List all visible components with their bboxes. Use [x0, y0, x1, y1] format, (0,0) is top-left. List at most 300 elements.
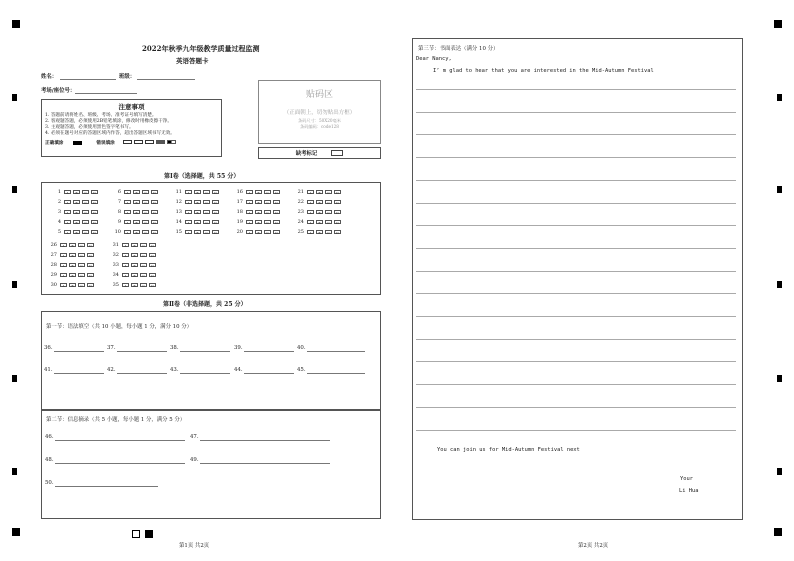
- mc-question-row: [112, 241, 156, 249]
- mc-option-bubble[interactable]: B: [194, 230, 201, 234]
- mc-option-bubble[interactable]: A: [185, 230, 192, 234]
- absent-checkbox[interactable]: [331, 150, 343, 156]
- mc-option-bubble[interactable]: B: [194, 220, 201, 224]
- answer-label: 38.: [170, 345, 179, 351]
- mc-option-bubble[interactable]: D: [334, 210, 341, 214]
- mc-option-bubble[interactable]: A: [60, 253, 67, 257]
- mc-option-bubble[interactable]: B: [69, 253, 76, 257]
- writing-line[interactable]: [416, 407, 736, 408]
- mc-option-bubble[interactable]: D: [149, 283, 156, 287]
- barcode-encoding: 条码编码：code128: [300, 124, 339, 129]
- mc-option-bubble[interactable]: B: [133, 190, 140, 194]
- mc-option-bubble[interactable]: D: [87, 273, 94, 277]
- mc-option-bubble[interactable]: B: [69, 283, 76, 287]
- mc-option-bubble[interactable]: C: [78, 263, 85, 267]
- mc-option-bubble[interactable]: B: [131, 283, 138, 287]
- mc-option-bubble[interactable]: B: [131, 263, 138, 267]
- mc-question-row: [236, 198, 280, 206]
- mc-option-bubble[interactable]: B: [194, 210, 201, 214]
- mc-question-row: [50, 241, 94, 249]
- mc-option-bubble[interactable]: D: [87, 243, 94, 247]
- mc-question-number: 23: [297, 209, 304, 215]
- mc-option-bubble[interactable]: B: [133, 230, 140, 234]
- side-mark: [12, 94, 17, 101]
- mc-option-bubble[interactable]: A: [122, 273, 129, 277]
- side-mark: [777, 186, 782, 193]
- mc-option-bubble[interactable]: D: [91, 220, 98, 224]
- mc-option-bubble[interactable]: D: [273, 200, 280, 204]
- mc-option-bubble[interactable]: C: [142, 190, 149, 194]
- mc-option-bubble[interactable]: A: [185, 200, 192, 204]
- absent-mark-box: [258, 147, 381, 159]
- mc-option-bubble[interactable]: A: [122, 263, 129, 267]
- mc-question-number: 14: [175, 219, 182, 225]
- answer-line-48[interactable]: [55, 463, 185, 464]
- mc-option-bubble[interactable]: D: [151, 190, 158, 194]
- notes-title: 注意事项: [118, 103, 145, 111]
- writing-line[interactable]: [416, 316, 736, 317]
- mc-question-row: [114, 198, 158, 206]
- mc-option-bubble[interactable]: A: [307, 200, 314, 204]
- answer-label: 42.: [107, 367, 116, 373]
- mc-option-bubble[interactable]: B: [131, 273, 138, 277]
- mc-option-bubble[interactable]: D: [91, 230, 98, 234]
- mc-option-bubble[interactable]: A: [124, 220, 131, 224]
- mc-option-bubble[interactable]: B: [316, 190, 323, 194]
- answer-line[interactable]: [307, 373, 365, 374]
- answer-label: 44.: [234, 367, 243, 373]
- answer-label-46: 46.: [45, 434, 54, 440]
- mc-option-bubble[interactable]: A: [185, 210, 192, 214]
- mc-option-bubble[interactable]: B: [255, 210, 262, 214]
- mc-option-bubble[interactable]: C: [325, 220, 332, 224]
- mc-option-bubble[interactable]: B: [255, 220, 262, 224]
- mc-option-bubble[interactable]: A: [60, 273, 67, 277]
- mc-option-bubble[interactable]: D: [91, 210, 98, 214]
- answer-label-49: 49.: [190, 457, 199, 463]
- mc-question-row: [236, 208, 280, 216]
- mc-option-bubble[interactable]: A: [64, 220, 71, 224]
- mc-question-row: [114, 218, 158, 226]
- mc-option-bubble[interactable]: B: [316, 220, 323, 224]
- card-title: 英语答题卡: [176, 57, 209, 65]
- mc-option-bubble[interactable]: D: [91, 200, 98, 204]
- writing-line[interactable]: [416, 134, 736, 135]
- mc-option-bubble[interactable]: C: [140, 253, 147, 257]
- writing-line[interactable]: [416, 248, 736, 249]
- mc-question-number: 2: [57, 199, 61, 205]
- mc-option-bubble[interactable]: C: [264, 200, 271, 204]
- answer-label: 43.: [170, 367, 179, 373]
- mc-option-bubble[interactable]: A: [60, 283, 67, 287]
- mc-option-bubble[interactable]: A: [122, 253, 129, 257]
- writing-line[interactable]: [416, 293, 736, 294]
- answer-label: 36.: [44, 345, 53, 351]
- mc-option-bubble[interactable]: A: [246, 230, 253, 234]
- mc-option-bubble[interactable]: B: [133, 220, 140, 224]
- answer-line-46[interactable]: [55, 440, 185, 441]
- mc-question-row: [175, 188, 219, 196]
- mc-question-number: 25: [297, 229, 304, 235]
- wrong-fill-label: 错误填涂: [96, 141, 115, 146]
- answer-label-47: 47.: [190, 434, 199, 440]
- mc-question-number: 8: [117, 209, 121, 215]
- side-mark: [777, 94, 782, 101]
- mc-option-bubble[interactable]: C: [78, 243, 85, 247]
- mc-option-bubble[interactable]: C: [203, 200, 210, 204]
- mc-option-bubble[interactable]: C: [264, 220, 271, 224]
- mc-question-number: 13: [175, 209, 182, 215]
- mc-option-bubble[interactable]: B: [73, 210, 80, 214]
- mc-question-number: 19: [236, 219, 243, 225]
- mc-option-bubble[interactable]: A: [60, 263, 67, 267]
- answer-line[interactable]: [244, 373, 294, 374]
- class-label: 班级：: [119, 74, 136, 80]
- mc-option-bubble[interactable]: C: [142, 210, 149, 214]
- letter-greeting: Dear Nancy,: [416, 56, 452, 62]
- answer-label-48: 48.: [45, 457, 54, 463]
- writing-line[interactable]: [416, 339, 736, 340]
- writing-line[interactable]: [416, 271, 736, 272]
- side-mark: [777, 375, 782, 382]
- mc-question-row: [54, 188, 98, 196]
- mc-question-row: [112, 281, 156, 289]
- mc-question-row: [297, 188, 341, 196]
- mc-option-bubble[interactable]: B: [316, 210, 323, 214]
- mc-question-row: [236, 188, 280, 196]
- mc-option-bubble[interactable]: C: [140, 283, 147, 287]
- mc-option-bubble[interactable]: D: [273, 220, 280, 224]
- mc-question-number: 9: [117, 219, 121, 225]
- mc-option-bubble[interactable]: A: [307, 220, 314, 224]
- answer-line-47[interactable]: [200, 440, 330, 441]
- class-field[interactable]: [137, 79, 195, 80]
- mc-question-row: [236, 228, 280, 236]
- mc-question-row: [236, 218, 280, 226]
- mc-option-bubble[interactable]: A: [246, 190, 253, 194]
- mc-option-bubble[interactable]: B: [131, 243, 138, 247]
- mc-option-bubble[interactable]: A: [124, 230, 131, 234]
- name-field[interactable]: [60, 79, 116, 80]
- mc-option-bubble[interactable]: D: [151, 220, 158, 224]
- mc-question-number: 4: [57, 219, 61, 225]
- mc-option-bubble[interactable]: D: [273, 210, 280, 214]
- mc-option-bubble[interactable]: A: [246, 220, 253, 224]
- mc-option-bubble[interactable]: B: [133, 210, 140, 214]
- mc-option-bubble[interactable]: C: [82, 190, 89, 194]
- mc-option-bubble[interactable]: A: [64, 200, 71, 204]
- seat-field[interactable]: [75, 93, 137, 94]
- seat-label: 考场/座位号：: [41, 88, 76, 94]
- mc-question-row: [50, 281, 94, 289]
- mc-question-row: [297, 208, 341, 216]
- mc-question-number: 10: [114, 229, 121, 235]
- mc-question-number: 27: [50, 252, 57, 258]
- mc-option-bubble[interactable]: D: [151, 230, 158, 234]
- mc-option-bubble[interactable]: C: [203, 210, 210, 214]
- answer-line[interactable]: [54, 373, 104, 374]
- mc-question-row: [114, 228, 158, 236]
- notes-box: [41, 99, 222, 157]
- notes-item: 4. 必须在题号对应的答题区域内作答，超出答题区域书写无效。: [45, 131, 175, 136]
- mc-question-number: 31: [112, 242, 119, 248]
- part2-title: 第二节：信息摘录（共 5 小题，每小题 1 分，满分 5 分）: [46, 417, 186, 423]
- answer-line[interactable]: [117, 351, 167, 352]
- bottom-mark-hollow: [132, 530, 140, 538]
- answer-line-50[interactable]: [55, 486, 158, 487]
- mc-question-row: [50, 251, 94, 259]
- barcode-size: 条码尺寸：50X20毫米: [298, 118, 341, 123]
- mc-question-number: 34: [112, 272, 119, 278]
- writing-line[interactable]: [416, 430, 736, 431]
- answer-line[interactable]: [307, 351, 365, 352]
- mc-option-bubble[interactable]: D: [149, 273, 156, 277]
- mc-question-number: 21: [297, 189, 304, 195]
- mc-option-bubble[interactable]: A: [64, 210, 71, 214]
- mc-question-number: 3: [57, 209, 61, 215]
- letter-signoff-your: Your: [680, 476, 693, 482]
- mc-question-number: 20: [236, 229, 243, 235]
- answer-label: 40.: [297, 345, 306, 351]
- mc-question-number: 24: [297, 219, 304, 225]
- mc-question-row: [50, 261, 94, 269]
- mc-question-number: 35: [112, 282, 119, 288]
- mc-question-number: 26: [50, 242, 57, 248]
- mc-question-row: [175, 228, 219, 236]
- mc-question-number: 7: [117, 199, 121, 205]
- mc-option-bubble[interactable]: D: [151, 200, 158, 204]
- mc-question-row: [297, 228, 341, 236]
- mc-option-bubble[interactable]: D: [212, 230, 219, 234]
- mc-option-bubble[interactable]: A: [122, 243, 129, 247]
- barcode-area: [258, 80, 381, 144]
- mc-option-bubble[interactable]: B: [255, 190, 262, 194]
- mc-option-bubble[interactable]: D: [149, 263, 156, 267]
- mc-option-bubble[interactable]: B: [316, 230, 323, 234]
- wrong-fill-samples: [121, 140, 176, 146]
- mc-question-number: 15: [175, 229, 182, 235]
- page1-footer: 第1页 共2页: [179, 543, 210, 549]
- mc-option-bubble[interactable]: D: [87, 283, 94, 287]
- mc-option-bubble[interactable]: C: [325, 200, 332, 204]
- mc-option-bubble[interactable]: A: [124, 190, 131, 194]
- writing-line[interactable]: [416, 180, 736, 181]
- mc-question-row: [114, 188, 158, 196]
- mc-option-bubble[interactable]: C: [203, 230, 210, 234]
- answer-line[interactable]: [117, 373, 167, 374]
- mc-question-row: [54, 218, 98, 226]
- mc-question-row: [50, 271, 94, 279]
- mc-option-bubble[interactable]: A: [246, 210, 253, 214]
- mc-option-bubble[interactable]: C: [140, 263, 147, 267]
- mc-option-bubble[interactable]: C: [325, 230, 332, 234]
- mc-option-bubble[interactable]: A: [124, 210, 131, 214]
- answer-label: 45.: [297, 367, 306, 373]
- mc-question-row: [54, 228, 98, 236]
- answer-label: 41.: [44, 367, 53, 373]
- corner-mark-bl: [12, 528, 20, 536]
- mc-question-row: [297, 218, 341, 226]
- mc-option-bubble[interactable]: D: [212, 190, 219, 194]
- mc-option-bubble[interactable]: B: [69, 263, 76, 267]
- mc-option-bubble[interactable]: A: [307, 210, 314, 214]
- mc-option-bubble[interactable]: A: [124, 200, 131, 204]
- mc-question-row: [175, 218, 219, 226]
- mc-option-bubble[interactable]: D: [212, 210, 219, 214]
- mc-option-bubble[interactable]: C: [140, 243, 147, 247]
- answer-line[interactable]: [244, 351, 294, 352]
- letter-opening: I’ m glad to hear that you are interested in the Mid-Autumn Festival: [433, 68, 654, 74]
- letter-closing: You can join us for Mid-Autumn Festival next: [437, 447, 580, 453]
- name-label: 姓名：: [41, 74, 58, 80]
- mc-option-bubble[interactable]: B: [316, 200, 323, 204]
- absent-label: 缺考标记: [295, 151, 318, 157]
- mc-option-bubble[interactable]: D: [334, 190, 341, 194]
- mc-option-bubble[interactable]: C: [142, 230, 149, 234]
- writing-line[interactable]: [416, 112, 736, 113]
- answer-label: 39.: [234, 345, 243, 351]
- mc-option-bubble[interactable]: C: [264, 190, 271, 194]
- mc-question-number: 16: [236, 189, 243, 195]
- mc-question-number: 18: [236, 209, 243, 215]
- mc-option-bubble[interactable]: D: [334, 230, 341, 234]
- mc-question-number: 30: [50, 282, 57, 288]
- mc-option-bubble[interactable]: C: [203, 190, 210, 194]
- answer-line-49[interactable]: [200, 463, 330, 464]
- letter-signoff-name: Li Hua: [679, 488, 699, 494]
- mc-question-number: 1: [57, 189, 61, 195]
- side-mark: [12, 281, 17, 288]
- corner-mark-tr: [774, 20, 782, 28]
- part2-area: [41, 410, 381, 519]
- mc-option-bubble[interactable]: A: [246, 200, 253, 204]
- mc-question-row: [112, 271, 156, 279]
- mc-option-bubble[interactable]: D: [334, 220, 341, 224]
- side-mark: [12, 468, 17, 475]
- mc-option-bubble[interactable]: C: [264, 210, 271, 214]
- corner-mark-tl: [12, 20, 20, 28]
- mc-option-bubble[interactable]: A: [64, 230, 71, 234]
- mc-option-bubble[interactable]: C: [142, 200, 149, 204]
- mc-option-bubble[interactable]: D: [91, 190, 98, 194]
- mc-option-bubble[interactable]: C: [82, 200, 89, 204]
- mc-option-bubble[interactable]: C: [264, 230, 271, 234]
- writing-line[interactable]: [416, 361, 736, 362]
- mc-option-bubble[interactable]: C: [78, 273, 85, 277]
- writing-line[interactable]: [416, 157, 736, 158]
- mc-option-bubble[interactable]: D: [151, 210, 158, 214]
- mc-option-bubble[interactable]: A: [60, 243, 67, 247]
- mc-question-row: [112, 261, 156, 269]
- mc-option-bubble[interactable]: C: [82, 220, 89, 224]
- mc-question-row: [297, 198, 341, 206]
- barcode-hint: （正面朝上，切勿贴出方框）: [283, 110, 356, 116]
- mc-option-bubble[interactable]: B: [131, 253, 138, 257]
- section1-title: 第Ⅰ卷（选择题，共 55 分）: [164, 173, 240, 180]
- writing-line[interactable]: [416, 225, 736, 226]
- writing-line[interactable]: [416, 384, 736, 385]
- mc-option-bubble[interactable]: D: [212, 220, 219, 224]
- section2-title: 第Ⅱ卷（非选择题，共 25 分）: [163, 301, 247, 308]
- mc-question-number: 17: [236, 199, 243, 205]
- mc-question-row: [54, 198, 98, 206]
- mc-question-number: 11: [175, 189, 182, 195]
- mc-option-bubble[interactable]: C: [78, 253, 85, 257]
- mc-option-bubble[interactable]: B: [133, 200, 140, 204]
- mc-option-bubble[interactable]: C: [78, 283, 85, 287]
- mc-option-bubble[interactable]: C: [325, 210, 332, 214]
- mc-option-bubble[interactable]: B: [255, 230, 262, 234]
- mc-option-bubble[interactable]: A: [307, 230, 314, 234]
- side-mark: [777, 281, 782, 288]
- mc-option-bubble[interactable]: D: [273, 230, 280, 234]
- mc-option-bubble[interactable]: C: [82, 230, 89, 234]
- mc-option-bubble[interactable]: B: [69, 273, 76, 277]
- mc-option-bubble[interactable]: C: [82, 210, 89, 214]
- mc-option-bubble[interactable]: B: [194, 200, 201, 204]
- side-mark: [777, 468, 782, 475]
- mc-option-bubble[interactable]: B: [73, 230, 80, 234]
- mc-option-bubble[interactable]: B: [73, 200, 80, 204]
- answer-line[interactable]: [180, 351, 230, 352]
- mc-option-bubble[interactable]: B: [255, 200, 262, 204]
- mc-question-row: [175, 208, 219, 216]
- mc-option-bubble[interactable]: B: [73, 190, 80, 194]
- writing-line[interactable]: [416, 203, 736, 204]
- mc-option-bubble[interactable]: D: [149, 243, 156, 247]
- mc-option-bubble[interactable]: C: [203, 220, 210, 224]
- mc-option-bubble[interactable]: B: [194, 190, 201, 194]
- mc-question-row: [112, 251, 156, 259]
- mc-option-bubble[interactable]: D: [273, 190, 280, 194]
- mc-option-bubble[interactable]: B: [73, 220, 80, 224]
- answer-line[interactable]: [54, 351, 104, 352]
- mc-option-bubble[interactable]: A: [307, 190, 314, 194]
- mc-option-bubble[interactable]: A: [185, 220, 192, 224]
- side-mark: [12, 375, 17, 382]
- answer-label-50: 50.: [45, 480, 54, 486]
- part1-title: 第一节：语法填空（共 10 小题，每小题 1 分，满分 10 分）: [46, 324, 193, 330]
- exam-title: 2022年秋季九年级教学质量过程监测: [142, 44, 260, 53]
- mc-question-number: 32: [112, 252, 119, 258]
- barcode-title: 贴码区: [305, 90, 333, 100]
- mc-option-bubble[interactable]: D: [87, 263, 94, 267]
- part3-title: 第三节：书面表达（满分 10 分）: [418, 46, 499, 52]
- mc-option-bubble[interactable]: D: [212, 200, 219, 204]
- mc-option-bubble[interactable]: A: [64, 190, 71, 194]
- mc-option-bubble[interactable]: D: [87, 253, 94, 257]
- mc-option-bubble[interactable]: A: [185, 190, 192, 194]
- mc-option-bubble[interactable]: A: [122, 283, 129, 287]
- mc-option-bubble[interactable]: D: [149, 253, 156, 257]
- mc-option-bubble[interactable]: C: [325, 190, 332, 194]
- correct-fill-label: 正确填涂: [45, 141, 64, 146]
- side-mark: [12, 186, 17, 193]
- notes-item: 1. 答题前请将姓名、班级、考场、准考证号填写清楚。: [45, 113, 157, 118]
- mc-option-bubble[interactable]: B: [69, 243, 76, 247]
- notes-item: 2. 客观题答题，必须使用2B铅笔填涂，修改时用橡皮擦干净。: [45, 119, 172, 124]
- mc-option-bubble[interactable]: C: [142, 220, 149, 224]
- mc-option-bubble[interactable]: C: [140, 273, 147, 277]
- corner-mark-br: [774, 528, 782, 536]
- notes-item: 3. 主观题答题，必须使用黑色签字笔书写。: [45, 125, 134, 130]
- mc-option-bubble[interactable]: D: [334, 200, 341, 204]
- answer-line[interactable]: [180, 373, 230, 374]
- mc-question-number: 29: [50, 272, 57, 278]
- mc-question-number: 12: [175, 199, 182, 205]
- mc-question-number: 5: [57, 229, 61, 235]
- writing-line[interactable]: [416, 89, 736, 90]
